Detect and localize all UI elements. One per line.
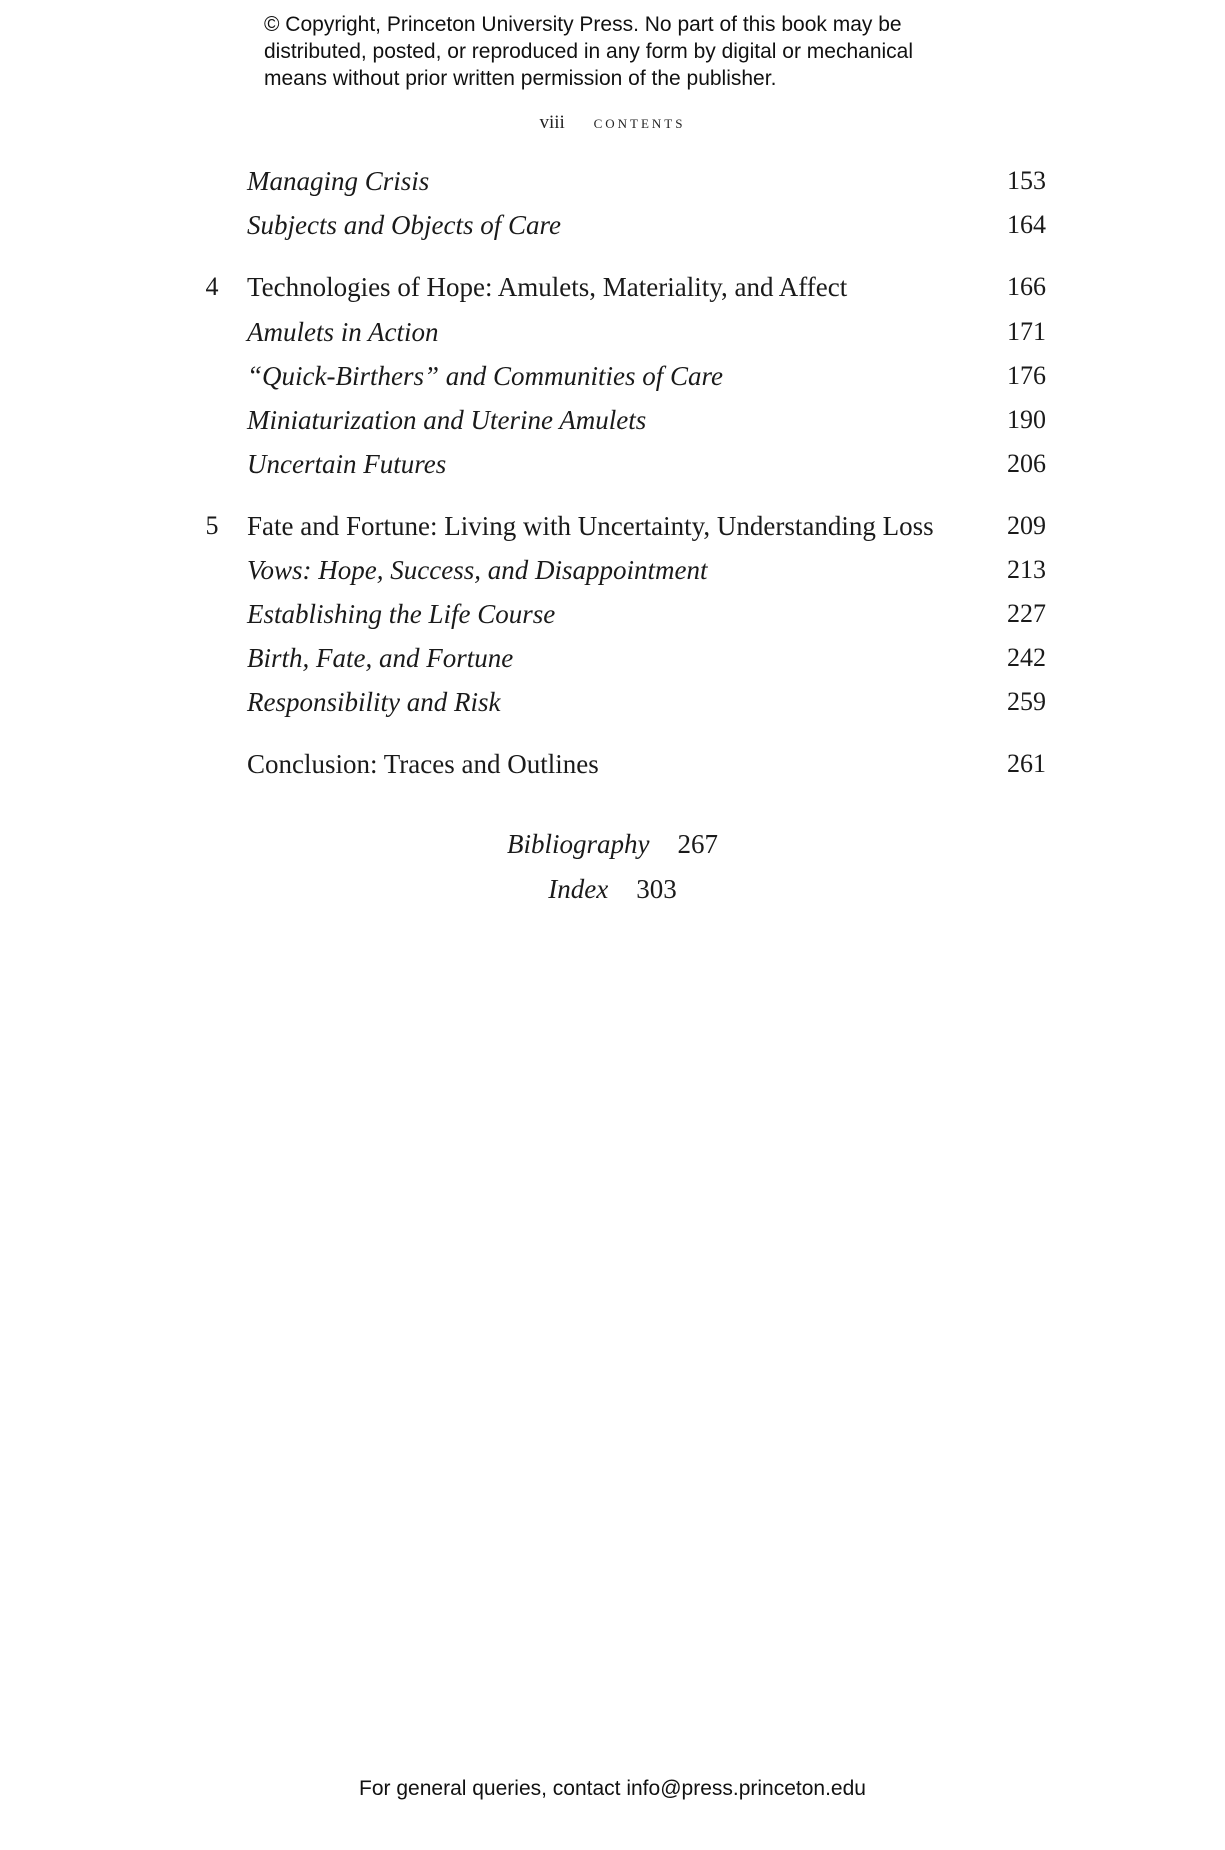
toc-section-title: Amulets in Action: [247, 317, 439, 347]
toc-section-row: [200, 317, 1046, 357]
toc-chapter-number: 4: [205, 272, 219, 301]
toc-section-row: [200, 166, 1046, 206]
toc-page-number: 261: [1007, 749, 1046, 778]
toc-page-number: 166: [1007, 272, 1046, 301]
toc-page-number: 153: [1007, 166, 1046, 195]
toc-section-title: Establishing the Life Course: [247, 599, 556, 629]
toc-page-number: 176: [1007, 361, 1046, 390]
toc-page-number: 209: [1007, 511, 1046, 540]
bibliography-entry: [0, 829, 1225, 860]
toc-section-row: [200, 449, 1046, 489]
toc-section-row: [200, 210, 1046, 250]
toc-page-number: 190: [1007, 405, 1046, 434]
toc-chapter-row: [200, 511, 1046, 551]
toc-conclusion-title: Conclusion: Traces and Outlines: [247, 749, 599, 779]
toc-section-title: Miniaturization and Uterine Amulets: [247, 405, 647, 435]
toc-page-number: 227: [1007, 599, 1046, 628]
bibliography-label: Bibliography: [507, 829, 650, 859]
copyright-line-3: means without prior written permission of the publisher.: [264, 67, 777, 90]
copyright-line-2: distributed, posted, or reproduced in any form by digital or mechanical: [264, 40, 914, 63]
toc-section-row: [200, 643, 1046, 683]
toc-chapter-title: Fate and Fortune: Living with Uncertainty, Understanding Loss: [247, 511, 934, 541]
toc-page-number: 164: [1007, 210, 1046, 239]
index-label: Index: [548, 874, 609, 904]
toc-section-title: Vows: Hope, Success, and Disappointment: [247, 555, 708, 585]
page-folio: viii: [539, 112, 565, 133]
running-head: [0, 112, 1225, 134]
toc-page-number: 259: [1007, 687, 1046, 716]
copyright-notice: [264, 11, 984, 92]
bibliography-page: 267: [677, 829, 718, 859]
toc-conclusion-row: [200, 749, 1046, 789]
toc-section-row: [200, 405, 1046, 445]
toc-chapter-number: 5: [205, 511, 219, 540]
toc-page-number: 242: [1007, 643, 1046, 672]
toc-section-title: “Quick-Birthers” and Communities of Care: [247, 361, 723, 391]
toc-section-row: [200, 599, 1046, 639]
toc-section-title: Managing Crisis: [247, 166, 430, 196]
contact-footer: For general queries, contact info@press.princeton.edu: [359, 1777, 866, 1800]
toc-section-title: Birth, Fate, and Fortune: [247, 643, 514, 673]
running-head-label: contents: [593, 112, 686, 133]
toc-section-title: Subjects and Objects of Care: [247, 210, 561, 240]
toc-page-number: 213: [1007, 555, 1046, 584]
toc-section-row: [200, 361, 1046, 401]
toc-section-row: [200, 555, 1046, 595]
toc-section-row: [200, 687, 1046, 727]
index-entry: [0, 874, 1225, 905]
toc-page-number: 171: [1007, 317, 1046, 346]
toc-chapter-title: Technologies of Hope: Amulets, Materiality, and Affect: [247, 272, 848, 302]
toc-chapter-row: [200, 272, 1046, 312]
copyright-line-1: © Copyright, Princeton University Press. No part of this book may be: [264, 13, 902, 36]
toc-section-title: Uncertain Futures: [247, 449, 447, 479]
toc-section-title: Responsibility and Risk: [247, 687, 501, 717]
toc-page-number: 206: [1007, 449, 1046, 478]
index-page: 303: [636, 874, 677, 904]
